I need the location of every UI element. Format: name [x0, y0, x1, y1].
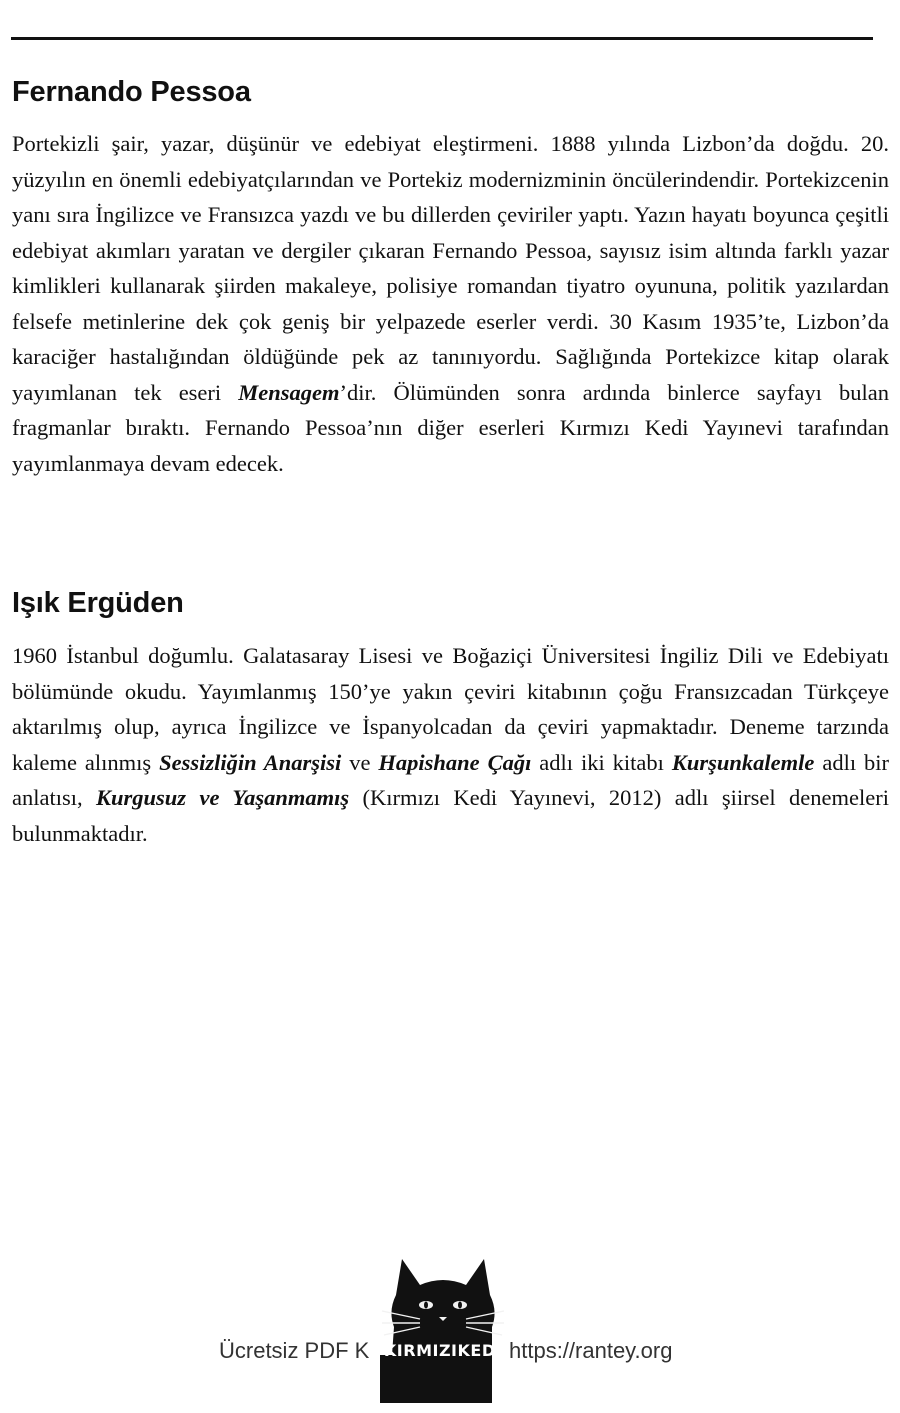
- bio-text: (Kırmızı Kedi Yayınevi, 2012) adlı şiirsel denemeleri bulunmaktadır.: [12, 785, 889, 846]
- footer-prefix: Ücretsiz PDF K: [219, 1338, 370, 1363]
- bio-text: adlı iki kitabı: [531, 749, 672, 775]
- book-title: Sessizliğin Anarşisi: [159, 749, 342, 775]
- bio-section-pessoa: [12, 74, 889, 481]
- bio-text: adlı bir anlatısı,: [12, 749, 889, 810]
- cat-logo-icon: [380, 1255, 506, 1403]
- bio-text: Portekizli şair, yazar, düşünür ve edebiyat eleştirmeni. 1888 yılında Lizbon’da doğdu. 20. yüzyılın en önemli edebiyatçılarından ve Portekiz modernizminin öncülerindendir. Portekizcenin yanı sıra İngilizce ve Fransızca yazdı ve bu dillerden çeviriler yaptı. Yazın hayatı boyunca çeşitli edebiyat akımları yaratan ve dergiler çıkaran Fernando Pessoa, sayısız isim altında farklı yazar kimlikleri kullanarak şiirden makaleye, polisiye romandan tiyatro oyununa, politik yazılardan felsefe metinlerine dek çok geniş bir yelpazede eserler verdi. 30 Kasım 1935’te, Lizbon’da karaciğer hastalığından öldüğünde pek az tanınıyordu. Sağlığında Portekizce kitap olarak yayımlanan tek eseri: [12, 131, 889, 405]
- bio-paragraph: [12, 638, 889, 851]
- book-title: Kurgusuz ve Yaşanmamış: [96, 785, 350, 810]
- footer-link[interactable]: https://rantey.org: [509, 1338, 673, 1363]
- footer: [0, 1255, 900, 1405]
- bio-text: ve: [341, 749, 379, 775]
- section-heading: Işık Ergüden: [12, 587, 184, 619]
- bio-section-erguden: [12, 585, 889, 851]
- bio-text: 1960 İstanbul doğumlu. Galatasaray Lisesi ve Boğaziçi Üniversitesi İngiliz Dili ve Edebiyatı bölümünde okudu. Yayımlanmış 150’ye yakın çeviri kitabının çoğu Fransızcadan Türkçeye aktarılmış olup, ayrıca İngilizce ve İspanyolcadan da çeviri yapmaktadır. Deneme tarzında kaleme alınmış: [12, 643, 889, 775]
- book-title: Hapishane Çağı: [378, 749, 532, 775]
- logo-wordmark: KIRMIZIKEDI: [383, 1341, 503, 1360]
- book-title: Mensagem: [238, 379, 340, 405]
- bio-text: ’dir. Ölümünden sonra ardında binlerce sayfayı bulan fragmanlar bıraktı. Fernando Pessoa’nın diğer eserleri Kırmızı Kedi Yayınevi tarafından yayımlanmaya devam edecek.: [12, 379, 889, 476]
- bio-paragraph: [12, 126, 889, 481]
- book-title: Kurşunkalemle: [671, 749, 815, 775]
- top-rule: [11, 37, 873, 40]
- section-heading: Fernando Pessoa: [12, 76, 251, 108]
